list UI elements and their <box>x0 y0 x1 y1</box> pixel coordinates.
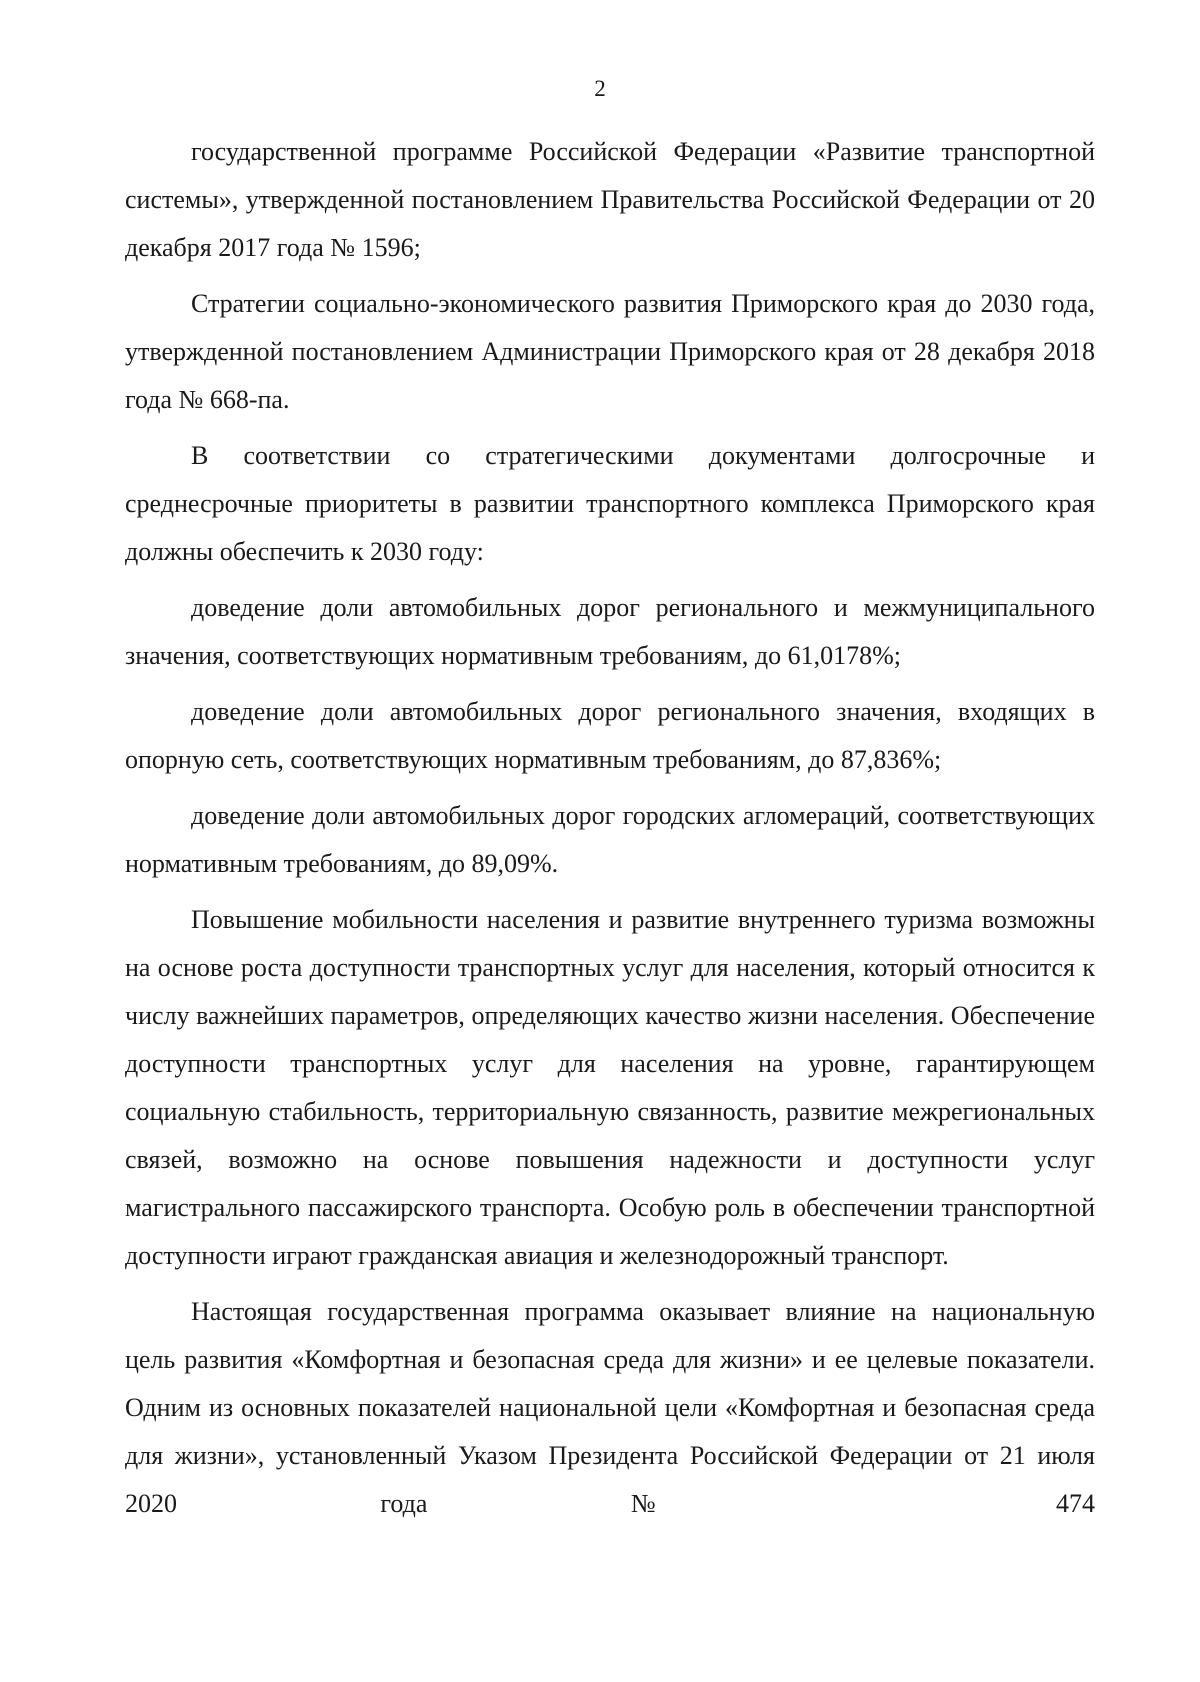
paragraph-national-goal: Настоящая государственная программа оказывает влияние на национальную цель развития «Комфортная и безопасная среда для жизни» и ее целевые показатели. Одним из основных показателей национальной цели «Комфортная и безопасная среда для жизни», установленный Указом Президента Российской Федерации от 21 июля 2020 года № 474 <box>125 1297 1095 1518</box>
paragraph-mobility: Повышение мобильности населения и развитие внутреннего туризма возможны на основе роста доступности транспортных услуг для населения, который относится к числу важнейших параметров, определяющих качество жизни населения. Обеспечение доступности транспортных услуг для населения на уровне, гарантирующем социальную стабильность, территориальную связанность, развитие межрегиональных связей, возможно на основе повышения надежности и доступности услуг магистрального пассажирского транспорта. Особую роль в обеспечении транспортной доступности играют гражданская авиация и железнодорожный транспорт. <box>125 905 1095 1270</box>
paragraph-target-regional-roads: доведение доли автомобильных дорог регионального и межмуниципального значения, соответствующих нормативным требованиям, до 61,0178%; <box>125 593 1095 670</box>
page-number: 2 <box>594 76 606 101</box>
paragraph-target-agglomerations: доведение доли автомобильных дорог городских агломераций, соответствующих нормативным требованиям, до 89,09%. <box>125 801 1095 878</box>
paragraph-strategy-reference: Стратегии социально-экономического развития Приморского края до 2030 года, утвержденной постановлением Администрации Приморского края от 28 декабря 2018 года № 668-па. <box>125 289 1095 414</box>
paragraph-priorities-intro: В соответствии со стратегическими документами долгосрочные и среднесрочные приоритеты в развитии транспортного комплекса Приморского края должны обеспечить к 2030 году: <box>125 441 1095 566</box>
paragraph-program-reference: государственной программе Российской Федерации «Развитие транспортной системы», утвержденной постановлением Правительства Российской Федерации от 20 декабря 2017 года № 1596; <box>125 137 1095 262</box>
document-body <box>125 128 1095 1536</box>
paragraph-target-core-network: доведение доли автомобильных дорог регионального значения, входящих в опорную сеть, соответствующих нормативным требованиям, до 87,836%; <box>125 697 1095 774</box>
